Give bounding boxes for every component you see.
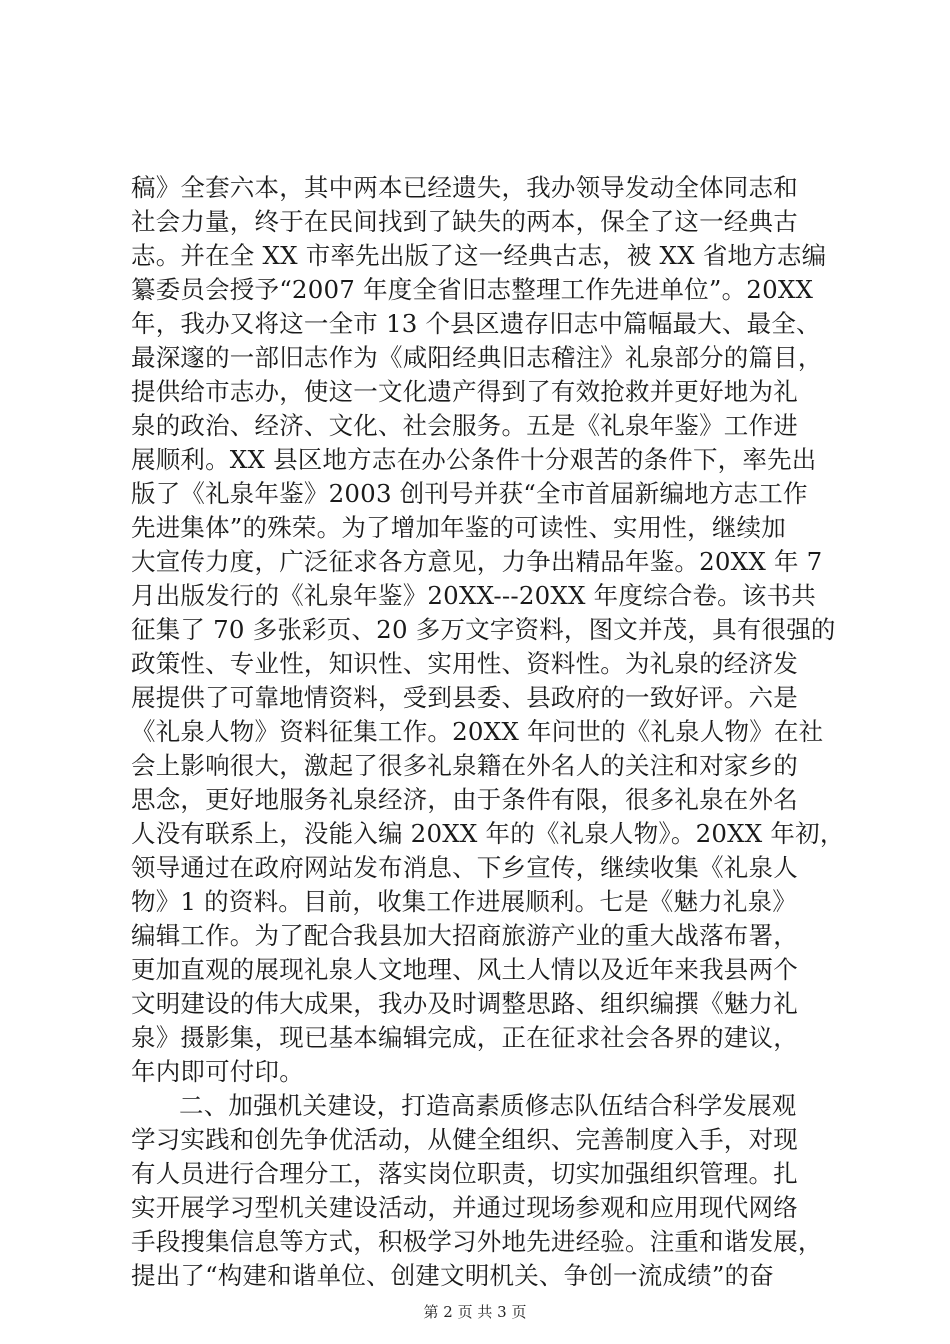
text-line: 稿》全套六本，其中两本已经遗失，我办领导发动全体同志和	[131, 173, 798, 202]
text-line: 征集了 70 多张彩页、20 多万文字资料，图文并茂，具有很强的	[131, 615, 836, 644]
text-line: 先进集体”的殊荣。为了增加年鉴的可读性、实用性，继续加	[131, 513, 786, 542]
body-text	[131, 171, 845, 1293]
text-line: 物》1 的资料。目前，收集工作进展顺利。七是《魅力礼泉》	[131, 887, 797, 916]
text-line: 编辑工作。为了配合我县加大招商旅游产业的重大战落布署，	[131, 921, 798, 950]
text-line: 更加直观的展现礼泉人文地理、风土人情以及近年来我县两个	[131, 955, 798, 984]
text-line: 人没有联系上，没能入编 20XX 年的《礼泉人物》。20XX 年初，	[131, 819, 845, 848]
page-number: 第 2 页 共 3 页	[423, 1303, 527, 1321]
text-line: 年，我办又将这一全市 13 个县区遗存旧志中篇幅最大、最全、	[131, 309, 821, 338]
text-line: 思念，更好地服务礼泉经济，由于条件有限，很多礼泉在外名	[131, 785, 798, 814]
text-line: 志。并在全 XX 市率先出版了这一经典古志，被 XX 省地方志编	[131, 241, 827, 270]
text-line: 学习实践和创先争优活动，从健全组织、完善制度入手，对现	[131, 1125, 798, 1154]
text-line: 版了《礼泉年鉴》2003 创刊号并获“全市首届新编地方志工作	[131, 479, 808, 508]
text-line: 实开展学习型机关建设活动，并通过现场参观和应用现代网络	[131, 1193, 798, 1222]
text-line: 年内即可付印。	[131, 1057, 304, 1086]
text-line: 《礼泉人物》资料征集工作。20XX 年问世的《礼泉人物》在社	[131, 717, 824, 746]
text-line: 政策性、专业性，知识性、实用性、资料性。为礼泉的经济发	[131, 649, 798, 678]
text-line: 有人员进行合理分工，落实岗位职责，切实加强组织管理。扎	[131, 1159, 798, 1188]
text-line: 展顺利。XX 县区地方志在办公条件十分艰苦的条件下，率先出	[131, 445, 817, 474]
text-line: 泉》摄影集，现已基本编辑完成，正在征求社会各界的建议，	[131, 1023, 798, 1052]
page-footer	[0, 1302, 950, 1322]
text-line: 提供给市志办，使这一文化遗产得到了有效抢救并更好地为礼	[131, 377, 798, 406]
text-line: 大宣传力度，广泛征求各方意见，力争出精品年鉴。20XX 年 7	[131, 547, 823, 576]
text-line: 纂委员会授予“2007 年度全省旧志整理工作先进单位”。20XX	[131, 275, 814, 304]
text-line: 提出了“构建和谐单位、创建文明机关、争创一流成绩”的奋	[131, 1261, 774, 1290]
text-line: 手段搜集信息等方式，积极学习外地先进经验。注重和谐发展，	[131, 1227, 823, 1256]
text-line: 最深邃的一部旧志作为《咸阳经典旧志稽注》礼泉部分的篇目，	[131, 343, 823, 372]
text-line: 月出版发行的《礼泉年鉴》20XX---20XX 年度综合卷。该书共	[131, 581, 816, 610]
text-line: 泉的政治、经济、文化、社会服务。五是《礼泉年鉴》工作进	[131, 411, 798, 440]
text-line: 领导通过在政府网站发布消息、下乡宣传，继续收集《礼泉人	[131, 853, 798, 882]
section-heading-line: 二、加强机关建设，打造高素质修志队伍结合科学发展观	[179, 1091, 797, 1120]
text-line: 文明建设的伟大成果，我办及时调整思路、组织编撰《魅力礼	[131, 989, 798, 1018]
text-line: 社会力量，终于在民间找到了缺失的两本，保全了这一经典古	[131, 207, 798, 236]
text-line: 展提供了可靠地情资料，受到县委、县政府的一致好评。六是	[131, 683, 798, 712]
text-line: 会上影响很大，激起了很多礼泉籍在外名人的关注和对家乡的	[131, 751, 798, 780]
